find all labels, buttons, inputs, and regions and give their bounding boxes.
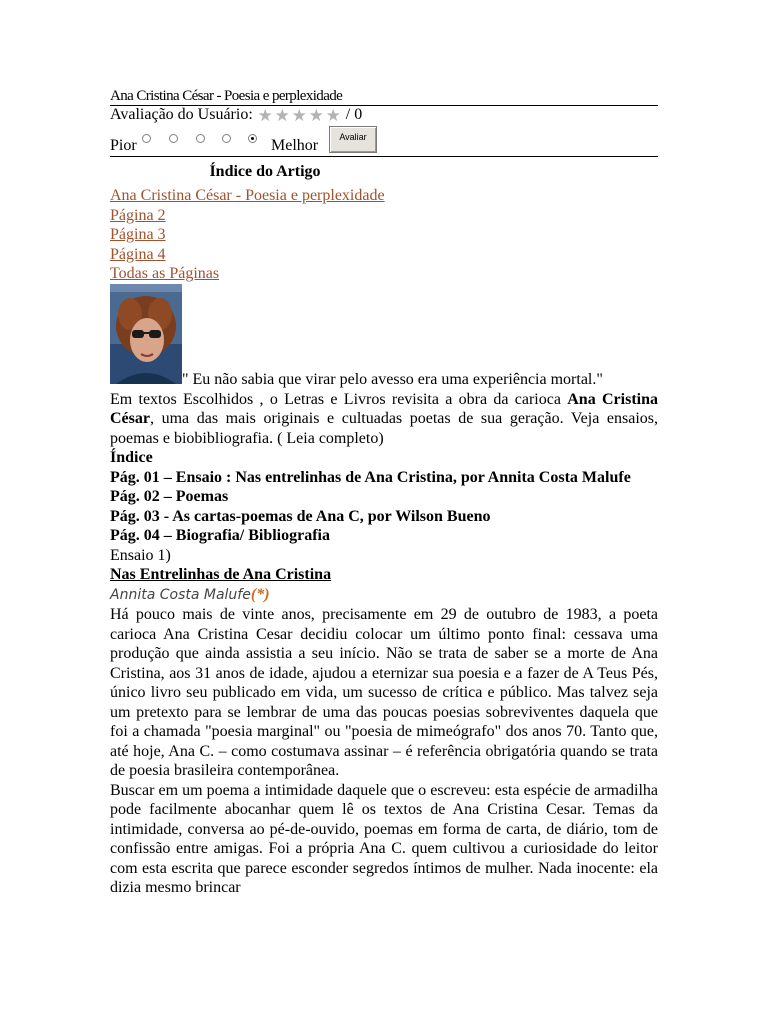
index-link-page-1[interactable]: Ana Cristina César - Poesia e perplexidade bbox=[110, 187, 385, 204]
index-link-page-3[interactable]: Página 3 bbox=[110, 226, 166, 244]
rate-button[interactable]: Avaliar bbox=[329, 126, 377, 153]
intro-paragraph bbox=[110, 390, 658, 449]
toc-title: Índice bbox=[110, 449, 153, 466]
toc-item-2: Pág. 02 – Poemas bbox=[110, 488, 229, 505]
article-index-heading: Índice do Artigo bbox=[209, 163, 321, 180]
index-link-page-2[interactable]: Página 2 bbox=[110, 206, 166, 224]
essay-title-row bbox=[110, 565, 658, 585]
index-link-page-4[interactable]: Página 4 bbox=[110, 245, 166, 263]
author-note-marker[interactable]: (*) bbox=[250, 585, 270, 603]
index-link-all-pages[interactable]: Todas as Páginas bbox=[110, 265, 220, 283]
author-photo bbox=[110, 284, 182, 384]
essay-paragraph-2: Buscar em um poema a intimidade daquele que o escreveu: esta espécie de armadilha pode facilmente abocanhar quem lê os textos de Ana Cristina Cesar. Temas da intimidade, conversa ao pé-de-ouvido, poemas em forma de carta, de diário, tom de confissão entre amigas. Foi a própria Ana C. quem cultivou a curiosidade do leitor com esta escrita que parece esconder segredos íntimos de mulher. Nada inocente: ela dizia mesmo brincar bbox=[110, 781, 658, 896]
toc-item-1: Pág. 01 – Ensaio : Nas entrelinhas de Ana Cristina, por Annita Costa Malufe bbox=[110, 468, 631, 486]
vote-radio-4[interactable] bbox=[222, 134, 231, 143]
vote-radio-3[interactable] bbox=[196, 134, 205, 143]
toc-item-4: Pág. 04 – Biografia/ Bibliografia bbox=[110, 527, 330, 544]
essay-title: Nas Entrelinhas de Ana Cristina bbox=[110, 566, 332, 583]
toc-item-3: Pág. 03 - As cartas-poemas de Ana C, por Wilson Bueno bbox=[110, 507, 491, 525]
vote-best-label: Melhor bbox=[271, 137, 319, 154]
star-icon: ★ bbox=[274, 106, 290, 125]
vote-radio-2[interactable] bbox=[169, 134, 178, 143]
intro-text-end: , uma das mais originais e cultuadas poetas de sua geração. Veja ensaios, poemas e biobibliografia. ( Leia completo) bbox=[110, 410, 658, 447]
star-icon: ★ bbox=[325, 106, 341, 125]
vote-radio-5[interactable] bbox=[248, 134, 257, 143]
essay-label: Ensaio 1) bbox=[110, 546, 171, 564]
vote-radio-1[interactable] bbox=[142, 134, 151, 143]
essay-author-row bbox=[110, 585, 658, 606]
article-index-links bbox=[110, 186, 385, 284]
poet-name: Ana Cristina César bbox=[110, 390, 658, 427]
star-icon: ★ bbox=[257, 106, 273, 125]
essay-paragraph-1: Há pouco mais de vinte anos, precisamente em 29 de outubro de 1983, a poeta carioca Ana Cristina Cesar decidiu colocar um último ponto final: cessava uma produção que ainda assistia a seu início. Não se trata de saber se a morte de Ana Cristina, aos 31 anos de idade, ajudou a eternizar sua poesia e a fazer de A Teus Pés, único livro seu publicado em vida, um sucesso de crítica e público. Mas talvez seja um pretexto para se lembrar de uma das poucas poesias sobreviventes daquela que foi a chamada "poesia marginal" ou "poesia de mimeógrafo" dos anos 70. Tanto que, até hoje, Ana C. – como costumava assinar – é referência obrigatória quando se trata de poesia brasileira contemporânea. bbox=[110, 606, 658, 779]
intro-text: Em textos Escolhidos , o Letras e Livros revisita a obra da carioca bbox=[110, 390, 568, 408]
rating-count: / 0 bbox=[345, 106, 363, 123]
star-icon: ★ bbox=[308, 106, 324, 125]
vote-form bbox=[110, 129, 410, 159]
portrait-image bbox=[110, 284, 182, 384]
essay-author: Annita Costa Malufe bbox=[110, 586, 251, 603]
vote-divider bbox=[110, 156, 658, 157]
article-title: Ana Cristina César - Poesia e perplexidade bbox=[110, 88, 343, 104]
star-icon: ★ bbox=[291, 106, 307, 125]
article-body bbox=[110, 370, 658, 898]
rating-label: Avaliação do Usuário: bbox=[110, 106, 253, 123]
epigraph-quote: " Eu não sabia que virar pelo avesso era uma experiência mortal." bbox=[182, 371, 603, 388]
user-rating bbox=[110, 105, 362, 127]
vote-worst-label: Pior bbox=[110, 137, 137, 154]
rating-stars bbox=[257, 107, 342, 127]
